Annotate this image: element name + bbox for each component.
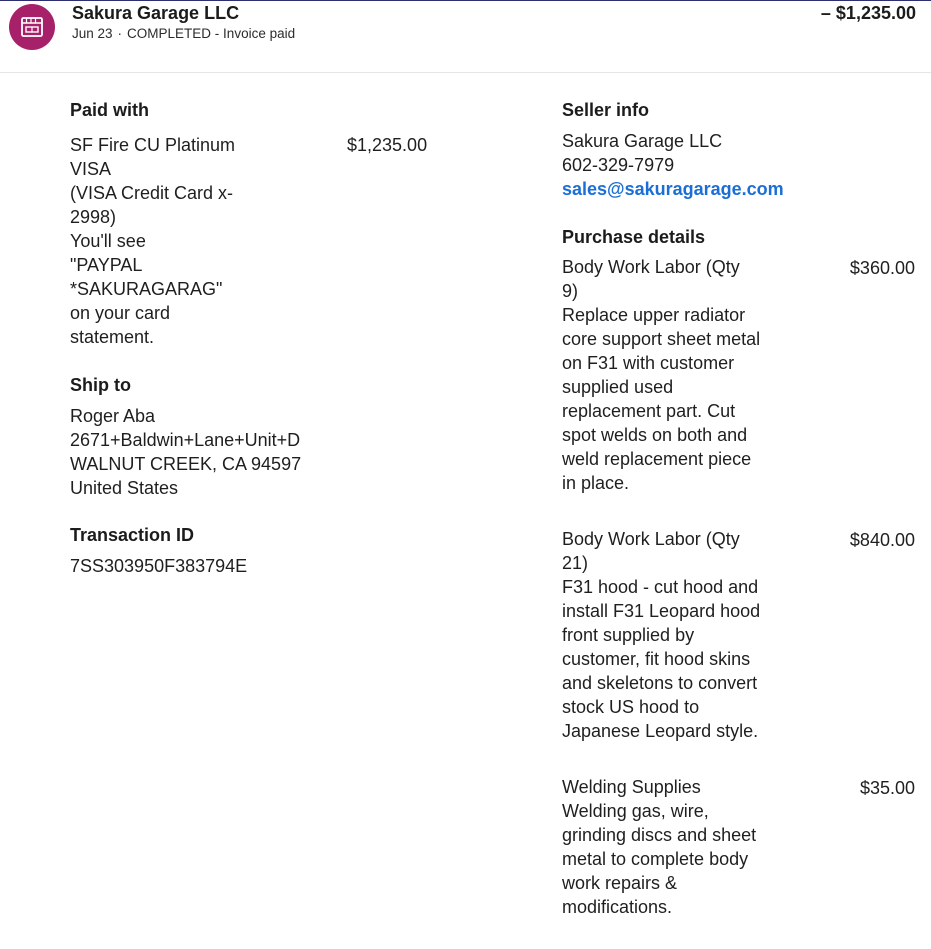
transaction-header: [0, 1, 931, 73]
text-line: *SAKURAGARAG": [70, 279, 223, 299]
purchase-item-description: [562, 527, 760, 743]
text-line: VISA: [70, 159, 112, 179]
text-line: on F31 with customer: [562, 353, 735, 373]
seller-info-heading: Seller info: [562, 100, 650, 120]
text-line: Welding Supplies: [562, 777, 701, 797]
ship-address-line2: WALNUT CREEK, CA 94597: [70, 454, 302, 474]
text-line: on your card: [70, 303, 171, 323]
text-line: Welding gas, wire,: [562, 801, 709, 821]
text-line: Body Work Labor (Qty: [562, 257, 740, 277]
text-line: SF Fire CU Platinum: [70, 135, 236, 155]
text-line: (VISA Credit Card x-: [70, 183, 234, 203]
ship-country: United States: [70, 478, 179, 498]
text-line: customer, fit hood skins: [562, 649, 751, 669]
text-line: 21): [562, 553, 589, 573]
seller-name: Sakura Garage LLC: [562, 131, 723, 151]
text-line: core support sheet metal: [562, 329, 761, 349]
payment-method: [70, 133, 235, 349]
text-line: stock US hood to: [562, 697, 700, 717]
text-line: install F31 Leopard hood: [562, 601, 761, 621]
store-icon: [20, 15, 44, 39]
text-line: replacement part. Cut: [562, 401, 736, 421]
transaction-id-value: 7SS303950F383794E: [70, 556, 248, 576]
paid-with-heading: Paid with: [70, 100, 150, 120]
text-line: metal to complete body: [562, 849, 749, 869]
transaction-status: COMPLETED - Invoice paid: [127, 26, 296, 41]
text-line: and skeletons to convert: [562, 673, 758, 693]
purchase-item-amount: $840.00: [849, 530, 915, 550]
merchant-avatar: [9, 4, 55, 50]
text-line: supplied used: [562, 377, 674, 397]
text-line: Japanese Leopard style.: [562, 721, 759, 741]
ship-to-heading: Ship to: [70, 375, 131, 395]
text-line: statement.: [70, 327, 155, 347]
transaction-subtitle: [72, 26, 295, 41]
seller-phone: 602-329-7979: [562, 155, 675, 175]
seller-info: [562, 129, 784, 201]
purchase-item-amount: $35.00: [859, 778, 915, 798]
text-line: work repairs &: [562, 873, 678, 893]
text-line: spot welds on both and: [562, 425, 748, 445]
shipping-address: [70, 404, 301, 500]
text-line: Body Work Labor (Qty: [562, 529, 740, 549]
text-line: "PAYPAL: [70, 255, 143, 275]
ship-name: Roger Aba: [70, 406, 156, 426]
purchase-details-heading: Purchase details: [562, 227, 706, 247]
transaction-date: Jun 23: [72, 26, 113, 41]
text-line: You'll see: [70, 231, 146, 251]
transaction-id: [70, 554, 247, 578]
text-line: in place.: [562, 473, 630, 493]
text-line: weld replacement piece: [562, 449, 752, 469]
merchant-name: Sakura Garage LLC: [72, 3, 240, 23]
purchase-item-description: [562, 775, 756, 919]
text-line: F31 hood - cut hood and: [562, 577, 759, 597]
ship-address-line1: 2671+Baldwin+Lane+Unit+D: [70, 430, 301, 450]
text-line: 9): [562, 281, 579, 301]
transaction-id-heading: Transaction ID: [70, 525, 195, 545]
seller-email-link[interactable]: sales@sakuragarage.com: [562, 179, 784, 199]
purchase-item-description: [562, 255, 760, 495]
text-line: modifications.: [562, 897, 673, 917]
purchase-item-amount: $360.00: [849, 258, 915, 278]
text-line: grinding discs and sheet: [562, 825, 757, 845]
text-line: front supplied by: [562, 625, 695, 645]
text-line: 2998): [70, 207, 117, 227]
transaction-total: – $1,235.00: [820, 3, 916, 23]
paid-amount: $1,235.00: [347, 135, 428, 155]
text-line: Replace upper radiator: [562, 305, 746, 325]
separator-dot: ·: [117, 26, 123, 41]
